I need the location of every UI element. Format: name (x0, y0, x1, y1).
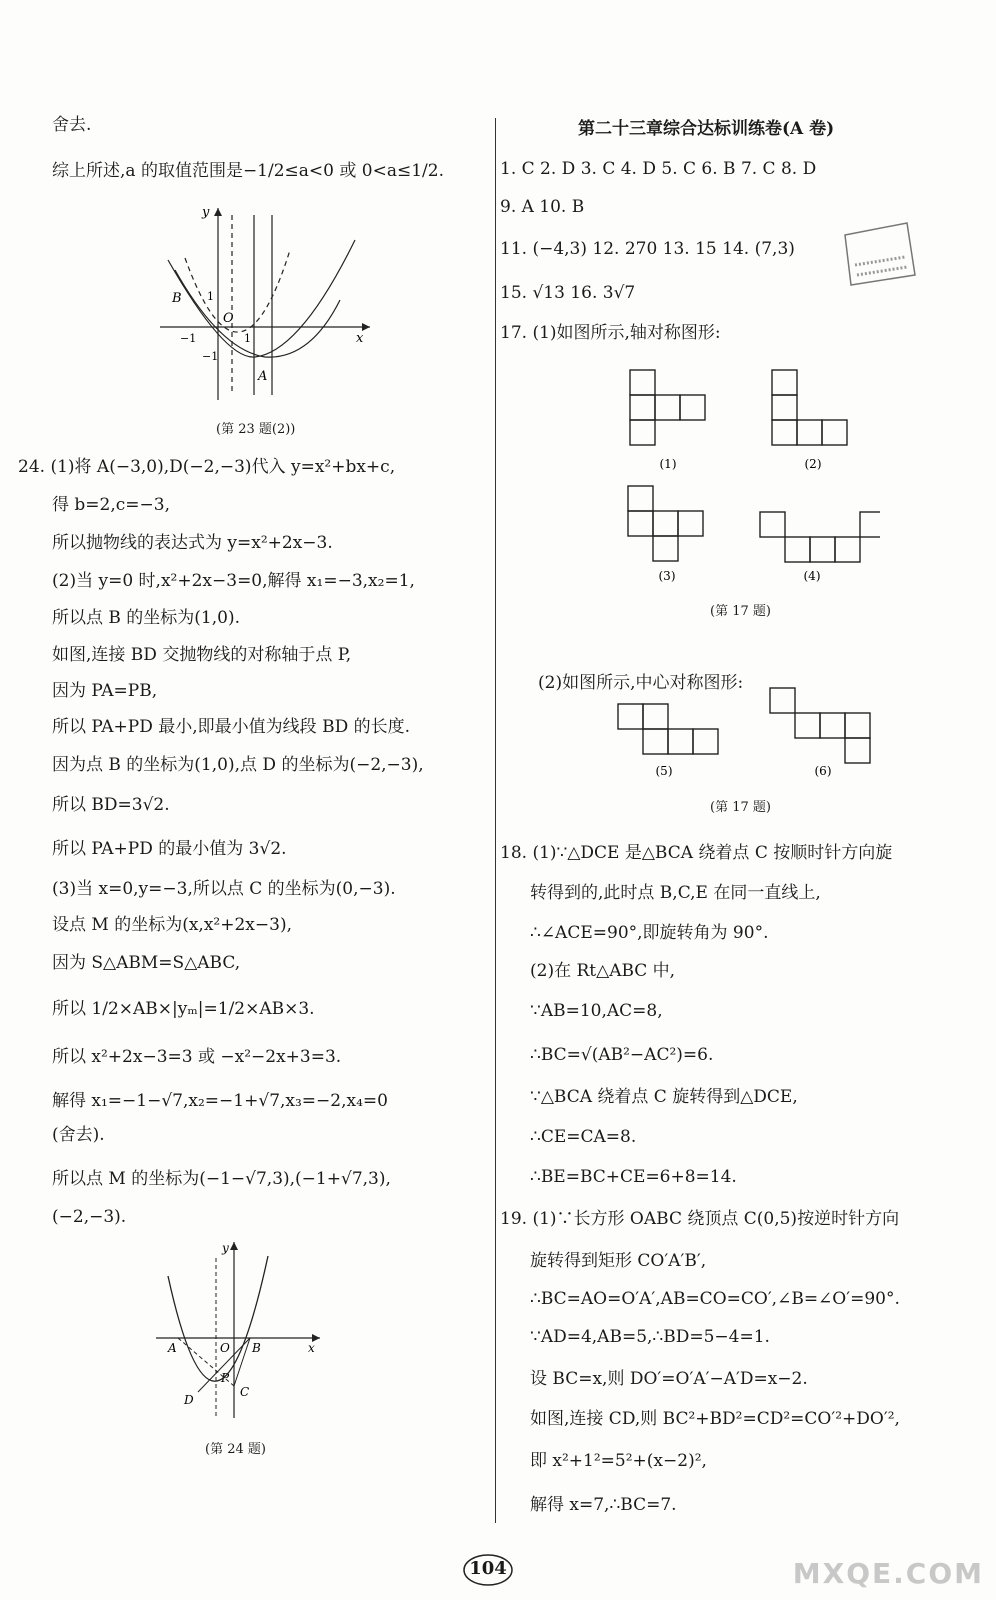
point-label-b: B (172, 291, 182, 306)
answer-line: 9. A 10. B (500, 197, 585, 217)
point-label-o: O (220, 1341, 230, 1355)
grid-square (655, 395, 680, 420)
grid-square (628, 486, 653, 511)
q24-line: 所以抛物线的表达式为 y=x²+2x−3. (52, 533, 333, 553)
shape-6 (770, 688, 870, 778)
text-line: 舍去. (52, 115, 92, 135)
grid-square (822, 420, 847, 445)
tick-label: −1 (202, 350, 219, 363)
grid-square (693, 729, 718, 754)
q24-line: (3)当 x=0,y=−3,所以点 C 的坐标为(0,−3). (52, 879, 396, 899)
q19-line: 19. (1)∵长方形 OABC 绕顶点 C(0,5)按逆时针方向 (500, 1209, 900, 1229)
point-label-a: A (168, 1341, 177, 1355)
q18-line: 18. (1)∵△DCE 是△BCA 绕着点 C 按顺时针方向旋 (500, 843, 893, 863)
grid-square (797, 420, 822, 445)
grid-square (643, 704, 668, 729)
grid-square (820, 713, 845, 738)
tick-label: −1 (180, 332, 197, 345)
grid-square (678, 511, 703, 536)
figure-23-graph (150, 200, 380, 410)
q19-line: 如图,连接 CD,则 BC²+BD²=CD²=CO′²+DO′², (530, 1409, 900, 1429)
section-title: 第二十三章综合达标训练卷(A 卷) (578, 119, 835, 139)
axis-label-y: y (222, 1241, 229, 1255)
point-label-b: B (252, 1341, 261, 1355)
point-label-d: D (184, 1393, 194, 1407)
grid-square (760, 512, 785, 537)
grid-square (643, 729, 668, 754)
answer-line: 11. (−4,3) 12. 270 13. 15 14. (7,3) (500, 239, 795, 259)
q24-line: 所以 1/2×AB×|yₘ|=1/2×AB×3. (52, 999, 315, 1019)
page-number (460, 1550, 516, 1588)
q24-line: 得 b=2,c=−3, (52, 495, 170, 515)
q19-line: 设 BC=x,则 DO′=O′A′−A′D=x−2. (530, 1369, 808, 1389)
shape-5 (618, 704, 718, 778)
q24-line: 所以 PA+PD 的最小值为 3√2. (52, 839, 287, 859)
tick-label: 1 (207, 290, 214, 303)
q18-line: ∵△BCA 绕着点 C 旋转得到△DCE, (530, 1087, 798, 1107)
q18-line: ∵AB=10,AC=8, (530, 1001, 663, 1021)
q24-line: (−2,−3). (52, 1207, 127, 1227)
q24-line: 24. (1)将 A(−3,0),D(−2,−3)代入 y=x²+bx+c, (18, 457, 396, 477)
q24-line: (舍去). (52, 1125, 105, 1145)
q24-line: 所以 PA+PD 最小,即最小值为线段 BD 的长度. (52, 717, 411, 737)
q24-line: (2)当 y=0 时,x²+2x−3=0,解得 x₁=−3,x₂=1, (52, 571, 415, 591)
grid-square (795, 713, 820, 738)
axis-label-y: y (202, 205, 210, 220)
q17-subheading: (2)如图所示,中心对称图形: (538, 673, 744, 693)
grid-square (845, 738, 870, 763)
shape-label: (1) (659, 457, 677, 471)
q18-line: ∴∠ACE=90°,即旋转角为 90°. (530, 923, 769, 943)
stamp-mark (835, 215, 925, 293)
text-line: 综上所述,a 的取值范围是−1/2≤a<0 或 0<a≤1/2. (52, 161, 444, 181)
shape-label: (5) (655, 764, 673, 778)
shape-label: (3) (658, 569, 676, 583)
q19-line: ∵AD=4,AB=5,∴BD=5−4=1. (530, 1327, 770, 1347)
grid-square (785, 537, 810, 562)
q19-line: ∴BC=AO=O′A′,AB=CO=CO′,∠B=∠O′=90°. (530, 1289, 900, 1309)
q19-line: 旋转得到矩形 CO′A′B′, (530, 1251, 707, 1271)
q19-line: 解得 x=7,∴BC=7. (530, 1495, 677, 1515)
grid-square (618, 704, 643, 729)
shape-4 (760, 512, 880, 583)
grid-square (772, 370, 797, 395)
watermark: MXQE.COM (792, 1557, 984, 1590)
q24-line: 因为 PA=PB, (52, 681, 158, 701)
grid-square (810, 537, 835, 562)
point-label-o: O (223, 311, 234, 326)
grid-square (772, 420, 797, 445)
q24-line: 所以 BD=3√2. (52, 795, 170, 815)
grid-square (653, 536, 678, 561)
figure-24-graph (150, 1236, 330, 1426)
shape-label: (6) (814, 764, 832, 778)
shape-1 (630, 370, 705, 471)
q18-line: (2)在 Rt△ABC 中, (530, 961, 676, 981)
shape-label: (4) (803, 569, 821, 583)
grid-square (653, 511, 678, 536)
tick-label: 1 (244, 332, 251, 345)
figure-caption: (第 17 题) (710, 604, 771, 619)
axis-label-x: x (356, 331, 364, 346)
q24-line: 如图,连接 BD 交抛物线的对称轴于点 P, (52, 645, 352, 665)
q19-line: 即 x²+1²=5²+(x−2)², (530, 1451, 707, 1471)
q24-line: 所以点 B 的坐标为(1,0). (52, 608, 241, 628)
grid-square (835, 537, 860, 562)
point-label-p: P (221, 1371, 230, 1385)
q24-line: 解得 x₁=−1−√7,x₂=−1+√7,x₃=−2,x₄=0 (52, 1091, 388, 1111)
figure-caption: (第 24 题) (205, 1442, 266, 1457)
grid-square (680, 395, 705, 420)
grid-square (630, 370, 655, 395)
q18-line: ∴BC=√(AB²−AC²)=6. (530, 1045, 714, 1065)
q24-line: 所以 x²+2x−3=3 或 −x²−2x+3=3. (52, 1047, 342, 1067)
q24-line: 因为点 B 的坐标为(1,0),点 D 的坐标为(−2,−3), (52, 755, 424, 775)
axis-label-x: x (308, 1341, 315, 1355)
page-number-text: 104 (469, 1558, 507, 1579)
q17-central-shapes (610, 684, 880, 784)
point-label-a: A (258, 369, 268, 384)
grid-square (845, 713, 870, 738)
q18-line: ∴CE=CA=8. (530, 1127, 637, 1147)
q24-line: 所以点 M 的坐标为(−1−√7,3),(−1+√7,3), (52, 1169, 391, 1189)
grid-square (860, 512, 880, 537)
point-label-c: C (240, 1385, 250, 1399)
q17-heading: 17. (1)如图所示,轴对称图形: (500, 323, 721, 343)
answer-line: 1. C 2. D 3. C 4. D 5. C 6. B 7. C 8. D (500, 159, 817, 179)
q24-line: 设点 M 的坐标为(x,x²+2x−3), (52, 915, 292, 935)
shape-2 (772, 370, 847, 471)
grid-square (628, 511, 653, 536)
q18-line: 转得到的,此时点 B,C,E 在同一直线上, (530, 883, 821, 903)
column-divider (495, 118, 496, 1523)
grid-square (630, 395, 655, 420)
grid-square (772, 395, 797, 420)
grid-square (668, 729, 693, 754)
figure-caption: (第 17 题) (710, 800, 771, 815)
grid-square (630, 420, 655, 445)
shape-label: (2) (804, 457, 822, 471)
q24-line: 因为 S△ABM=S△ABC, (52, 953, 241, 973)
q17-axial-shapes (620, 368, 880, 598)
figure-caption: (第 23 题(2)) (216, 422, 296, 437)
grid-square (770, 688, 795, 713)
answer-line: 15. √13 16. 3√7 (500, 283, 636, 303)
q18-line: ∴BE=BC+CE=6+8=14. (530, 1167, 737, 1187)
shape-3 (628, 486, 703, 583)
